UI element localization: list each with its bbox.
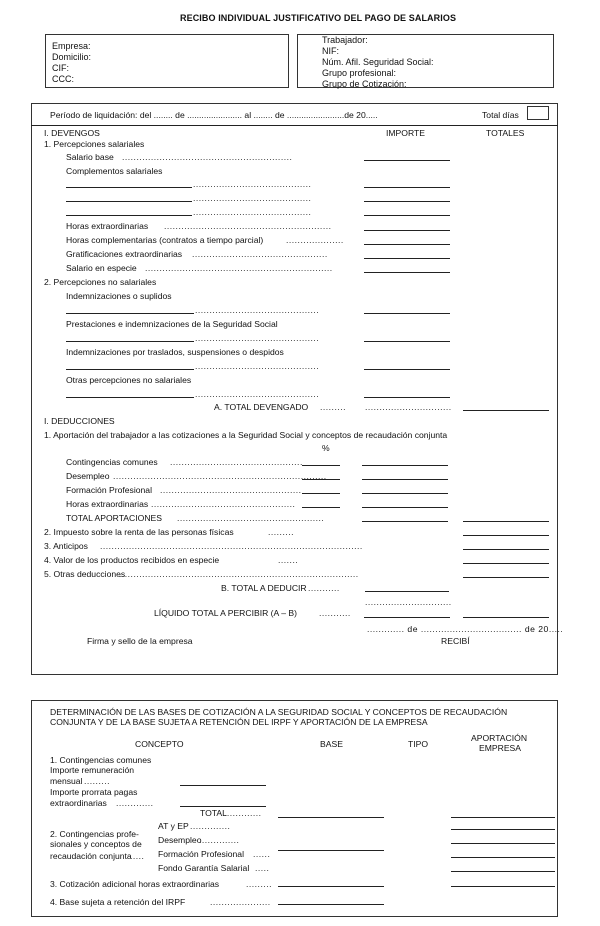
dots: .................................................................: [145, 263, 333, 273]
horas-extra-pct-field[interactable]: [302, 507, 340, 508]
salario-base-label: Salario base: [66, 152, 114, 162]
firma-label: Firma y sello de la empresa: [87, 636, 193, 646]
percepciones-salariales: 1. Percepciones salariales: [44, 139, 145, 149]
tipo-col-header: TIPO: [408, 739, 429, 749]
importe-remuneracion-field[interactable]: [180, 785, 266, 786]
dots: ...........: [319, 608, 351, 618]
prestaciones-field[interactable]: [364, 341, 450, 342]
dots: ...........................................: [195, 389, 320, 399]
prorrata-field[interactable]: [180, 806, 266, 807]
percepciones-no-salariales: 2. Percepciones no salariales: [44, 277, 157, 287]
contingencias-prof-c: recaudación conjunta: [50, 851, 132, 861]
dots: ......: [253, 849, 271, 859]
fogasa-field[interactable]: [451, 871, 555, 872]
percent-header: %: [322, 443, 330, 453]
dots: ..............: [199, 835, 240, 845]
horas-extra-field[interactable]: [364, 230, 450, 231]
extraordinarias-label: extraordinarias: [50, 798, 107, 808]
liquido-label: LÍQUIDO TOTAL A PERCIBIR (A – B): [154, 608, 297, 618]
cotizacion-adicional-label: 3. Cotización adicional horas extraordinarias: [50, 879, 220, 889]
dots: .........: [320, 402, 346, 412]
formacion-label: Formación Profesional: [66, 485, 152, 495]
dots: ...........................................: [195, 305, 320, 315]
bases-heading-2: CONJUNTA Y DE LA BASE SUJETA A RETENCIÓN DEL IRPF Y APORTACIÓN DE LA EMPRESA: [50, 717, 428, 727]
empresa-col-header: EMPRESA: [479, 743, 522, 753]
total-aportaciones-label: TOTAL APORTACIONES: [66, 513, 162, 523]
complemento-1-field[interactable]: [364, 187, 450, 188]
desempleo-pct-field[interactable]: [302, 479, 340, 480]
horas-extra-label: Horas extraordinarias: [66, 221, 149, 231]
liquido-importe-field[interactable]: [364, 617, 450, 618]
importe-remuneracion-label: Importe remuneración: [50, 765, 135, 775]
otras-deducciones-label: 5. Otras deducciones: [44, 569, 126, 579]
ccc-label: CCC:: [52, 74, 74, 84]
dots: ...............................................: [192, 249, 328, 259]
dots: .............: [224, 808, 262, 818]
contingencias-pct-field[interactable]: [302, 465, 340, 466]
contingencias-prof-b: sionales y conceptos de: [50, 839, 142, 849]
otras-percepciones-field[interactable]: [364, 397, 450, 398]
cif-label: CIF:: [52, 63, 69, 73]
dots: ...........: [308, 583, 340, 593]
desempleo-field[interactable]: [362, 479, 448, 480]
total-base-field[interactable]: [278, 817, 384, 818]
otras-deducciones-field[interactable]: [463, 577, 549, 578]
empresa-label: Empresa:: [52, 41, 91, 51]
gratificaciones-field[interactable]: [364, 258, 450, 259]
devengos-heading: I. DEVENGOS: [44, 128, 100, 138]
recibi-label: RECIBÍ: [441, 636, 470, 646]
dots: .........: [84, 776, 110, 786]
dots: .........: [246, 879, 272, 889]
dots: ...........................................: [195, 333, 320, 343]
grupo-profesional-label: Grupo profesional:: [322, 68, 397, 78]
at-ep-field[interactable]: [451, 829, 555, 830]
salario-base-field[interactable]: [364, 160, 450, 161]
complemento-2-field[interactable]: [364, 201, 450, 202]
cotizacion-adicional-aport[interactable]: [451, 886, 555, 887]
dots: ....................: [286, 235, 344, 245]
dots: ...................................................: [177, 513, 325, 523]
domicilio-label: Domicilio:: [52, 52, 92, 62]
otras-percepciones-name[interactable]: [66, 397, 194, 398]
base-irpf-field[interactable]: [278, 904, 384, 905]
fecha-line: ............. de ................................... de 20.....: [367, 624, 564, 634]
complemento-1-name[interactable]: [66, 187, 192, 188]
indemnizaciones-name[interactable]: [66, 313, 194, 314]
formacion-base-field[interactable]: [451, 857, 555, 858]
complemento-3-dots: .........................................: [193, 207, 312, 217]
contingencias-base-label: 1. Contingencias comunes: [50, 755, 152, 765]
prestaciones-label: Prestaciones e indemnizaciones de la Seguridad Social: [66, 319, 278, 329]
dots: ..........................................................................: [113, 471, 327, 481]
dots: .....: [255, 863, 270, 873]
base-irpf-label: 4. Base sujeta a retención del IRPF: [50, 897, 186, 907]
dots: .....: [130, 851, 145, 861]
periodo-divider: [31, 125, 558, 126]
dots: ..................................................: [151, 499, 296, 509]
dots: .....................: [210, 897, 271, 907]
anticipos-field[interactable]: [463, 549, 549, 550]
formacion-base-label: Formación Profesional: [158, 849, 244, 859]
especie-field[interactable]: [463, 563, 549, 564]
dots: ...........................................: [195, 361, 320, 371]
bases-heading-1: DETERMINACIÓN DE LAS BASES DE COTIZACIÓN A LA SEGURIDAD SOCIAL Y CONCEPTOS DE RECAUDACIÓN: [50, 707, 508, 717]
base-col-header: BASE: [320, 739, 343, 749]
indemnizaciones-field[interactable]: [364, 313, 450, 314]
anticipos-label: 3. Anticipos: [44, 541, 88, 551]
complemento-1-dots: .........................................: [193, 179, 312, 189]
dots: .............: [116, 798, 154, 808]
contingencias-prof-base-field[interactable]: [278, 850, 384, 851]
complementos-label: Complementos salariales: [66, 166, 163, 176]
otras-percepciones-label: Otras percepciones no salariales: [66, 375, 192, 385]
complemento-3-name[interactable]: [66, 215, 192, 216]
fogasa-label: Fondo Garantía Salarial: [158, 863, 250, 873]
dots: ..........................................................: [164, 221, 332, 231]
prorrata-label: Importe prorrata pagas: [50, 787, 138, 797]
deducciones-heading: I. DEDUCCIONES: [44, 416, 115, 426]
desempleo-label: Desempleo: [66, 471, 110, 481]
traslados-label: Indemnizaciones por traslados, suspensiones o despidos: [66, 347, 284, 357]
desempleo-base-field[interactable]: [451, 843, 555, 844]
total-aportaciones-total[interactable]: [463, 521, 549, 522]
grupo-cotizacion-label: Grupo de Cotización:: [322, 79, 407, 89]
concepto-col-header: CONCEPTO: [135, 739, 184, 749]
dots: ..............................: [365, 597, 452, 607]
trabajador-label: Trabajador:: [322, 35, 368, 45]
prestaciones-name[interactable]: [66, 341, 194, 342]
dots: ...........................................................: [122, 152, 293, 162]
page-title: RECIBO INDIVIDUAL JUSTIFICATIVO DEL PAGO DE SALARIOS: [180, 13, 457, 23]
total-deducir-label: B. TOTAL A DEDUCIR: [221, 583, 307, 593]
horas-complementarias-field[interactable]: [364, 244, 450, 245]
complemento-2-dots: .........................................: [193, 193, 312, 203]
formacion-field[interactable]: [362, 493, 448, 494]
dots: .........: [268, 527, 294, 537]
mensual-label: mensual: [50, 776, 83, 786]
formacion-pct-field[interactable]: [302, 493, 340, 494]
complemento-2-name[interactable]: [66, 201, 192, 202]
horas-extra-ded-label: Horas extraordinarias: [66, 499, 149, 509]
dots: ...........................................................................................: [100, 541, 363, 551]
dots: .................................................: [160, 485, 302, 495]
importe-col-header: IMPORTE: [386, 128, 425, 138]
contingencias-prof-a: 2. Contingencias profe-: [50, 829, 139, 839]
aportacion-col-header: APORTACIÓN: [471, 733, 528, 743]
total-dias-input[interactable]: [527, 106, 549, 120]
total-bases-label: TOTAL: [200, 808, 227, 818]
desempleo-base-label: Desempleo: [158, 835, 202, 845]
aportacion-trabajador: 1. Aportación del trabajador a las cotizaciones a la Seguridad Social y conceptos de recaudación conjunta: [44, 430, 448, 440]
dots: ..............................................: [170, 457, 303, 467]
irpf-field[interactable]: [463, 535, 549, 536]
dots: ..............................: [365, 402, 452, 412]
traslados-field[interactable]: [364, 369, 450, 370]
nif-label: NIF:: [322, 46, 339, 56]
contingencias-comunes-label: Contingencias comunes: [66, 457, 158, 467]
complemento-3-field[interactable]: [364, 215, 450, 216]
contingencias-field[interactable]: [362, 465, 448, 466]
irpf-label: 2. Impuesto sobre la renta de las personas físicas: [44, 527, 234, 537]
gratificaciones-label: Gratificaciones extraordinarias: [66, 249, 183, 259]
indemnizaciones-label: Indemnizaciones o suplidos: [66, 291, 172, 301]
total-aportaciones-field[interactable]: [362, 521, 448, 522]
dots: ..............: [190, 821, 231, 831]
total-deducir-field[interactable]: [365, 591, 449, 592]
liquido-field[interactable]: [463, 617, 549, 618]
horas-extra-ded-field[interactable]: [362, 507, 448, 508]
at-ep-label: AT y EP: [158, 821, 189, 831]
salario-especie-label: Salario en especie: [66, 263, 137, 273]
periodo-text: Período de liquidación: del ........ de ....................... al ........ de ........................de 20.....: [50, 110, 378, 120]
especie-label: 4. Valor de los productos recibidos en especie: [44, 555, 220, 565]
dots: ...................................................................................: [119, 569, 359, 579]
afiliacion-label: Núm. Afil. Seguridad Social:: [322, 57, 434, 67]
total-devengado-label: A. TOTAL DEVENGADO: [214, 402, 309, 412]
horas-complementarias-label: Horas complementarias (contratos a tiempo parcial): [66, 235, 264, 245]
dots: .......: [278, 555, 299, 565]
total-devengado-field[interactable]: [463, 410, 549, 411]
salario-especie-field[interactable]: [364, 272, 450, 273]
totales-col-header: TOTALES: [486, 128, 525, 138]
traslados-name[interactable]: [66, 369, 194, 370]
total-aportacion-field[interactable]: [451, 817, 555, 818]
cotizacion-adicional-base[interactable]: [278, 886, 384, 887]
total-dias-label: Total días: [482, 110, 519, 120]
